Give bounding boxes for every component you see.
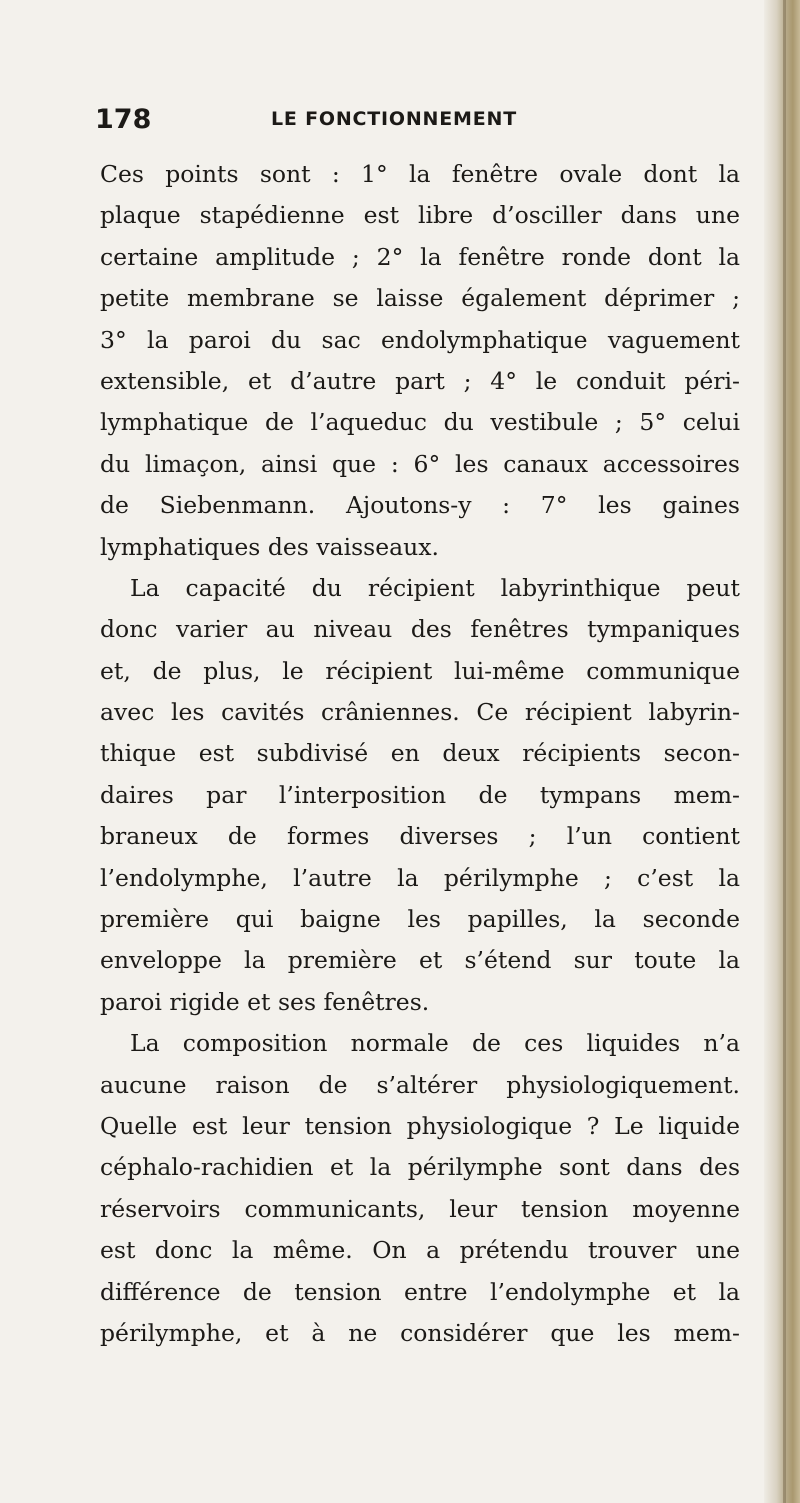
text-line: donc varier au niveau des fenêtres tympaniques bbox=[100, 615, 740, 644]
text-line: enveloppe la première et s’étend sur toute la bbox=[100, 946, 740, 975]
text-line: de Siebenmann. Ajoutons-y : 7° les gaines bbox=[100, 491, 740, 520]
text-line: paroi rigide et ses fenêtres. bbox=[100, 987, 430, 1016]
page-binding-line bbox=[783, 0, 786, 1503]
text-line: lymphatique de l’aqueduc du vestibule ; 5° celui bbox=[100, 408, 740, 437]
page-edge-shadow bbox=[764, 0, 800, 1503]
text-line: certaine amplitude ; 2° la fenêtre ronde dont la bbox=[100, 242, 740, 271]
text-line: périlymphe, et à ne considérer que les mem- bbox=[100, 1318, 740, 1347]
paragraph-start-line: La capacité du récipient labyrinthique peut bbox=[130, 573, 740, 602]
text-line: thique est subdivisé en deux récipients secon- bbox=[100, 739, 740, 768]
text-line: aucune raison de s’altérer physiologiquement. bbox=[100, 1070, 740, 1099]
text-line: 3° la paroi du sac endolymphatique vaguement bbox=[100, 325, 740, 354]
text-line: différence de tension entre l’endolymphe et la bbox=[100, 1277, 740, 1306]
text-line: lymphatiques des vaisseaux. bbox=[100, 532, 440, 561]
body-text bbox=[100, 154, 740, 1354]
text-line: l’endolymphe, l’autre la périlymphe ; c’est la bbox=[100, 863, 740, 892]
text-line: braneux de formes diverses ; l’un contient bbox=[100, 822, 740, 851]
text-line: daires par l’interposition de tympans mem- bbox=[100, 780, 740, 809]
paragraph-start-line: La composition normale de ces liquides n’a bbox=[130, 1029, 740, 1058]
text-line: plaque stapédienne est libre d’osciller dans une bbox=[100, 201, 740, 230]
running-title: LE FONCTIONNEMENT bbox=[271, 108, 517, 130]
text-line: première qui baigne les papilles, la seconde bbox=[100, 905, 740, 934]
text-line: Ces points sont : 1° la fenêtre ovale dont la bbox=[100, 160, 740, 188]
text-line: extensible, et d’autre part ; 4° le conduit péri- bbox=[100, 366, 740, 395]
text-line: avec les cavités crâniennes. Ce récipient labyrin- bbox=[100, 698, 740, 727]
page-header bbox=[95, 104, 745, 144]
text-line: du limaçon, ainsi que : 6° les canaux accessoires bbox=[100, 449, 740, 478]
text-line: Quelle est leur tension physiologique ? Le liquide bbox=[100, 1111, 740, 1140]
page-number: 178 bbox=[95, 104, 152, 135]
text-line: réservoirs communicants, leur tension moyenne bbox=[100, 1194, 740, 1223]
text-line: est donc la même. On a prétendu trouver une bbox=[100, 1236, 740, 1265]
text-line: petite membrane se laisse également déprimer ; bbox=[100, 284, 740, 313]
text-line: et, de plus, le récipient lui-même communique bbox=[100, 656, 740, 685]
text-line: céphalo-rachidien et la périlymphe sont dans des bbox=[100, 1153, 740, 1182]
